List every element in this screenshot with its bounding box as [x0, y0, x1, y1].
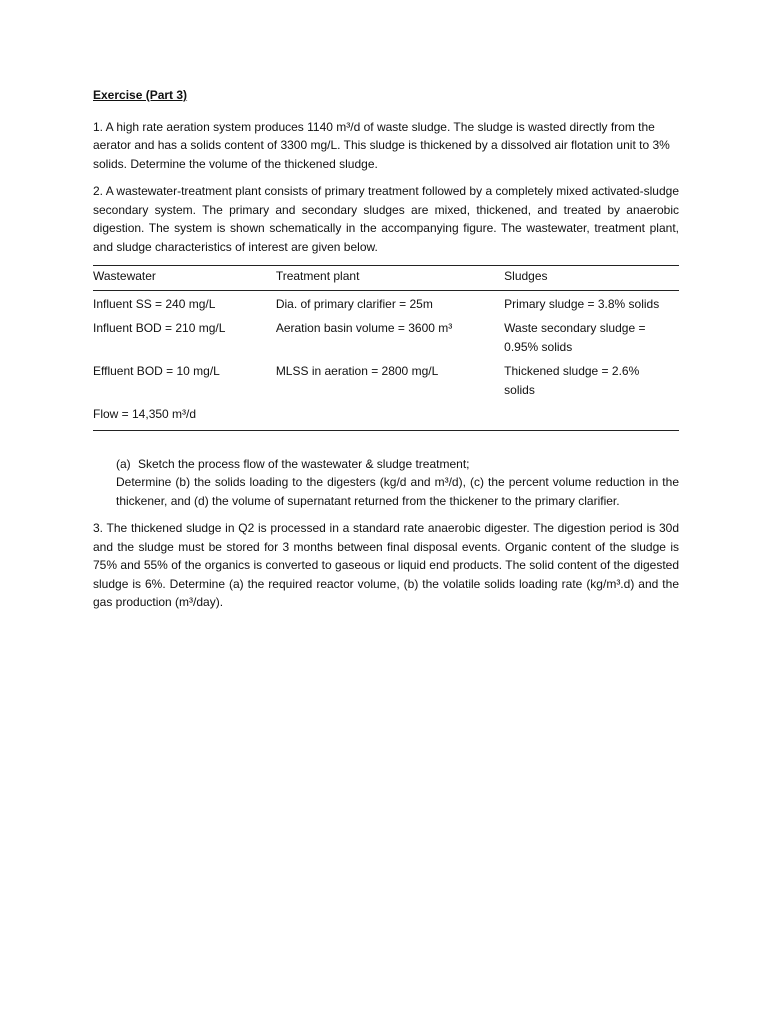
- subpart-b-d-text: Determine (b) the solids loading to the digesters (kg/d and m³/d), (c) the percent volume reduction in the thickener, and (d) the volume of supernatant returned from the thickener to the primary clarifier.: [116, 475, 679, 508]
- table-cell: MLSS in aeration = 2800 mg/L: [275, 364, 439, 378]
- header-wastewater: Wastewater: [93, 266, 276, 291]
- question-3: 3. The thickened sludge in Q2 is processed in a standard rate anaerobic digester. The digestion period is 30d and the sludge must be stored for 3 months between final disposal events. Organic content of the sludge is 75% and 55% of the organics is converted to gaseous or liquid end products. The solid content of the digested sludge is 6%. Determine (a) the required reactor volume, (b) the volatile solids loading rate (kg/m³.d) and the gas production (m³/day).: [93, 521, 679, 609]
- table-row: [93, 290, 679, 316]
- table-cell: Aeration basin volume = 3600 m³: [275, 321, 453, 335]
- table-cell: Effluent BOD = 10 mg/L: [93, 364, 220, 378]
- question-2-subparts: [116, 455, 679, 511]
- table-cell: Influent BOD = 210 mg/L: [93, 321, 226, 335]
- table-row: [93, 402, 679, 430]
- table-header-row: [93, 266, 679, 291]
- subpart-a-label: (a): [116, 456, 131, 471]
- question-2: 2. A wastewater-treatment plant consists of primary treatment followed by a completely mixed activated-sludge secondary system. The primary and secondary sludges are mixed, thickened, and treated by anaerobic digestion. The system is shown schematically in the accompanying figure. The wastewater, treatment plant, and sludge characteristics of interest are given below.: [93, 184, 679, 254]
- header-treatment-plant: Treatment plant: [276, 266, 504, 291]
- header-sludges: Sludges: [504, 266, 679, 291]
- table-cell: Primary sludge = 3.8% solids: [504, 296, 660, 311]
- table-cell: Influent SS = 240 mg/L: [93, 296, 216, 311]
- table-cell: [504, 402, 679, 430]
- document-page: [93, 86, 679, 621]
- characteristics-table: [93, 265, 679, 431]
- table-cell: [276, 402, 504, 430]
- table-cell: Flow = 14,350 m³/d: [93, 407, 197, 421]
- exercise-title: Exercise (Part 3): [93, 88, 188, 102]
- question-1: 1. A high rate aeration system produces 1140 m³/d of waste sludge. The sludge is wasted directly from the aerator and has a solids content of 3300 mg/L. This sludge is thickened by a dissolved air flotation unit to 3% solids. Determine the volume of the thickened sludge.: [93, 119, 670, 171]
- table-row: [93, 316, 679, 359]
- subpart-a: [116, 455, 679, 474]
- table-row: [93, 359, 679, 402]
- table-cell: Dia. of primary clarifier = 25m: [275, 296, 433, 311]
- table-cell: Waste secondary sludge = 0.95% solids: [504, 321, 646, 354]
- table-cell: Thickened sludge = 2.6% solids: [504, 364, 640, 397]
- subpart-a-text: Sketch the process flow of the wastewater & sludge treatment;: [138, 456, 470, 471]
